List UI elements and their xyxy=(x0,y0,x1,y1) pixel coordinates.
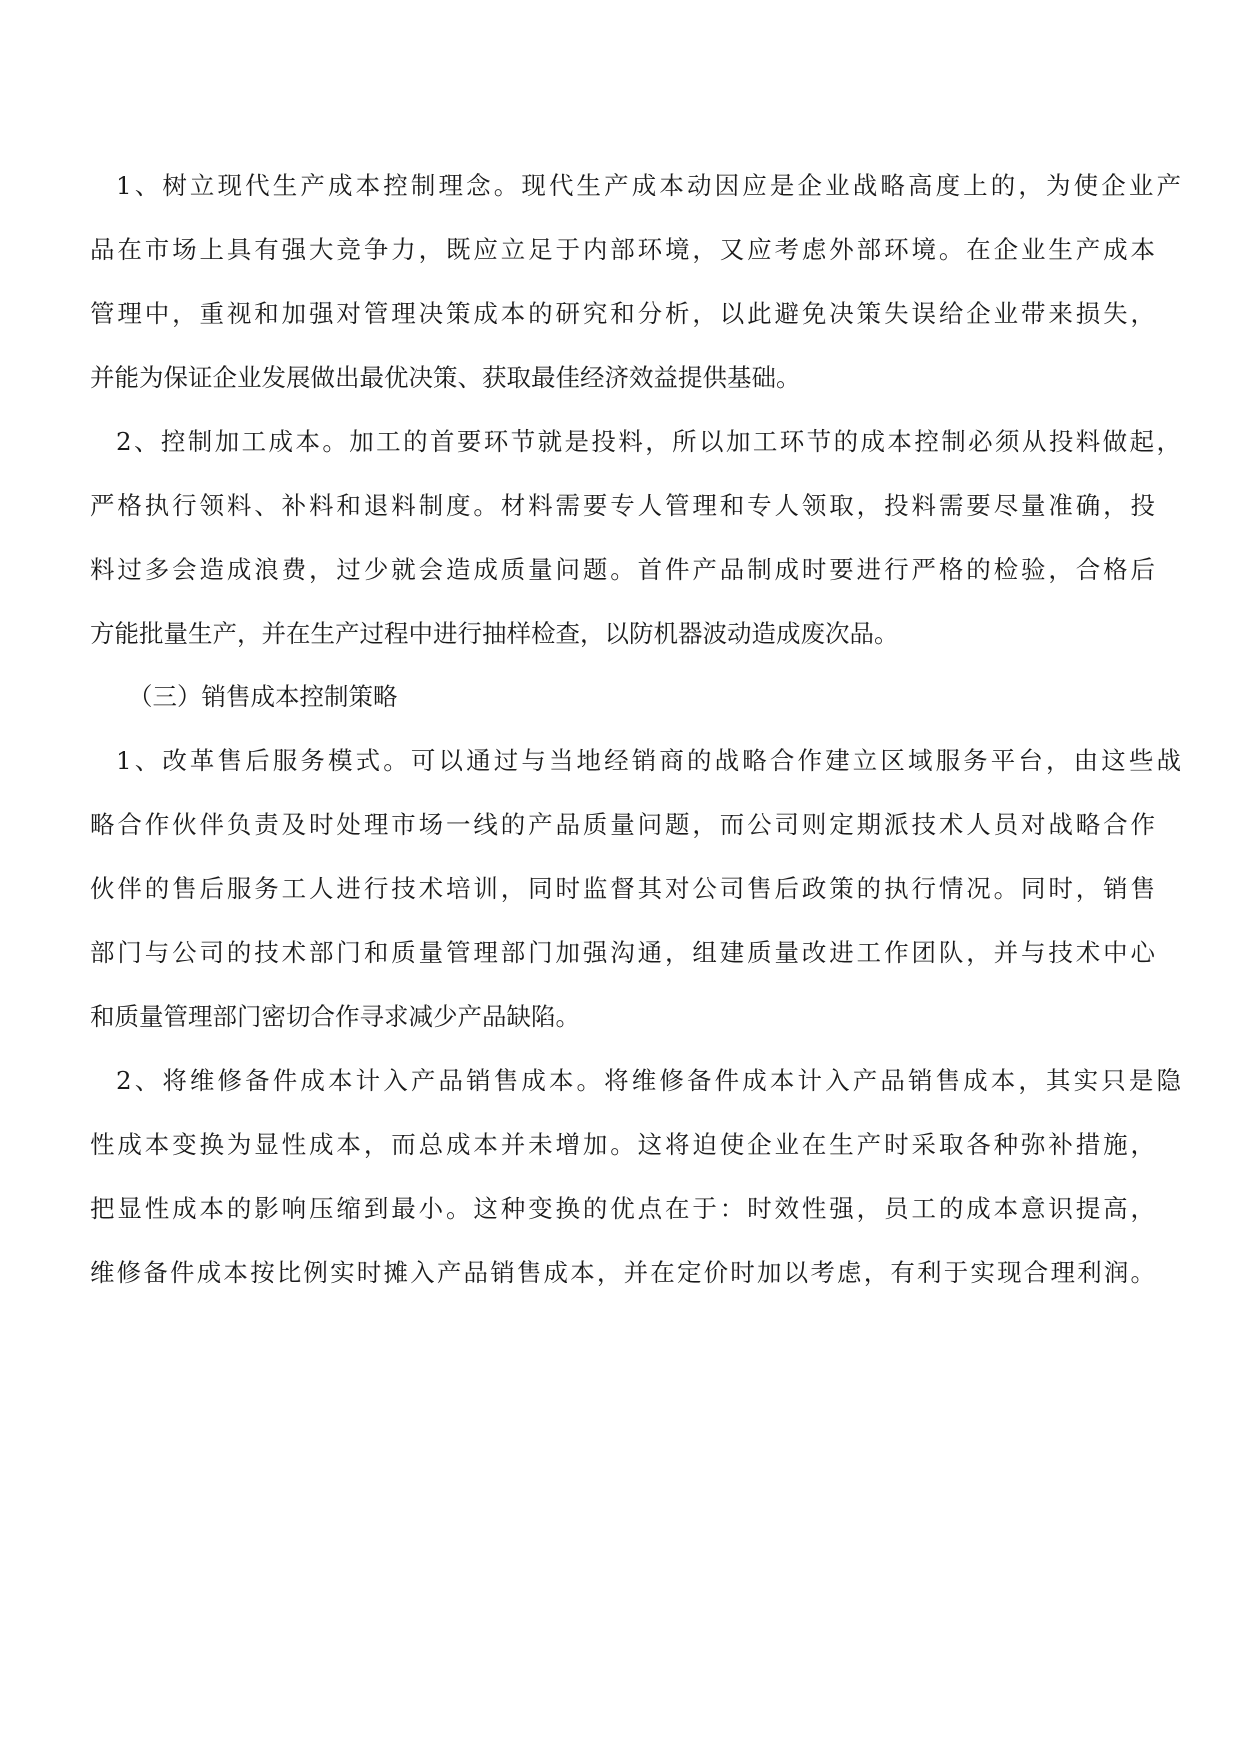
paragraph-4-line-4: 维修备件成本按比例实时摊入产品销售成本，并在定价时加以考虑，有利于实现合理利润。 xyxy=(90,1258,1155,1287)
paragraph-3-line-4: 部门与公司的技术部门和质量管理部门加强沟通，组建质量改进工作团队，并与技术中心 xyxy=(90,938,1155,967)
paragraph-2-line-1: 2、控制加工成本。加工的首要环节就是投料，所以加工环节的成本控制必须从投料做起， xyxy=(116,427,1181,456)
paragraph-3-line-1: 1、改革售后服务模式。可以通过与当地经销商的战略合作建立区域服务平台，由这些战 xyxy=(116,746,1181,775)
paragraph-1-line-4: 并能为保证企业发展做出最优决策、获取最佳经济效益提供基础。 xyxy=(90,363,801,392)
paragraph-2-line-4: 方能批量生产，并在生产过程中进行抽样检查，以防机器波动造成废次品。 xyxy=(90,619,899,648)
paragraph-3-line-2: 略合作伙伴负责及时处理市场一线的产品质量问题，而公司则定期派技术人员对战略合作 xyxy=(90,810,1155,839)
paragraph-1-line-3: 管理中，重视和加强对管理决策成本的研究和分析，以此避免决策失误给企业带来损失， xyxy=(90,299,1155,328)
paragraph-3-line-3: 伙伴的售后服务工人进行技术培训，同时监督其对公司售后政策的执行情况。同时，销售 xyxy=(90,874,1155,903)
paragraph-2-line-2: 严格执行领料、补料和退料制度。材料需要专人管理和专人领取，投料需要尽量准确，投 xyxy=(90,491,1155,520)
section-heading: （三）销售成本控制策略 xyxy=(128,682,398,711)
paragraph-4-line-2: 性成本变换为显性成本，而总成本并未增加。这将迫使企业在生产时采取各种弥补措施， xyxy=(90,1130,1155,1159)
paragraph-1-line-2: 品在市场上具有强大竞争力，既应立足于内部环境，又应考虑外部环境。在企业生产成本 xyxy=(90,235,1155,264)
paragraph-4-line-1: 2、将维修备件成本计入产品销售成本。将维修备件成本计入产品销售成本，其实只是隐 xyxy=(116,1066,1181,1095)
paragraph-4-line-3: 把显性成本的影响压缩到最小。这种变换的优点在于：时效性强，员工的成本意识提高， xyxy=(90,1194,1155,1223)
paragraph-2-line-3: 料过多会造成浪费，过少就会造成质量问题。首件产品制成时要进行严格的检验，合格后 xyxy=(90,555,1155,584)
paragraph-1-line-1: 1、树立现代生产成本控制理念。现代生产成本动因应是企业战略高度上的，为使企业产 xyxy=(116,171,1181,200)
paragraph-3-line-5: 和质量管理部门密切合作寻求减少产品缺陷。 xyxy=(90,1002,580,1031)
